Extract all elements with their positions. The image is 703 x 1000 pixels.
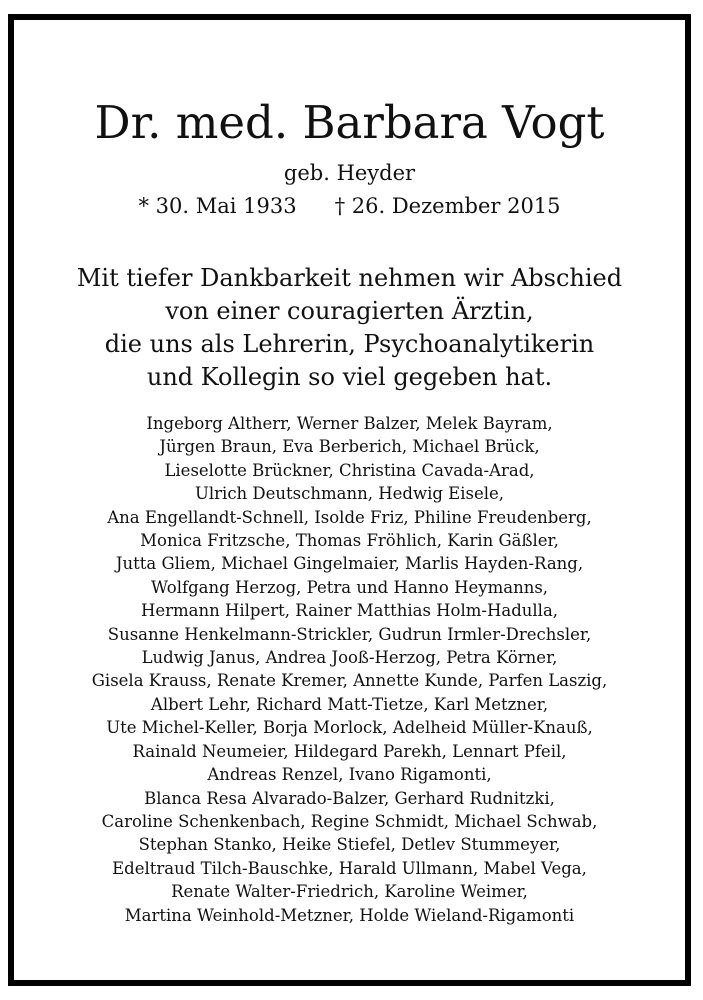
signer-line: Jürgen Braun, Eva Berberich, Michael Brück, [159,437,540,457]
message-line: und Kollegin so viel gegeben hat. [146,363,553,391]
signer-line: Stephan Stanko, Heike Stiefel, Detlev Stummeyer, [138,835,561,855]
message-line: Mit tiefer Dankbarkeit nehmen wir Abschied [76,264,623,292]
signer-line: Susanne Henkelmann-Strickler, Gudrun Irmler-Drechsler, [107,624,592,644]
signer-line: Monica Fritzsche, Thomas Fröhlich, Karin Gäßler, [140,531,559,551]
signer-line: Renate Walter-Friedrich, Karoline Weimer, [171,882,528,902]
signer-line: Edeltraud Tilch-Bauschke, Harald Ullmann, Mabel Vega, [112,858,587,878]
signer-line: Ute Michel-Keller, Borja Morlock, Adelheid Müller-Knauß, [106,718,593,738]
signers-list [14,412,685,927]
birth-name: geb. Heyder [283,161,416,185]
signer-line: Blanca Resa Alvarado-Balzer, Gerhard Rudnitzki, [144,788,555,808]
deceased-name: Dr. med. Barbara Vogt [94,96,605,149]
signer-line: Ulrich Deutschmann, Hedwig Eisele, [194,484,505,504]
notice-frame [8,14,691,986]
signer-line: Ludwig Janus, Andrea Jooß-Herzog, Petra Körner, [141,648,558,668]
signer-line: Martina Weinhold-Metzner, Holde Wieland-Rigamonti [124,905,575,925]
signer-line: Lieselotte Brückner, Christina Cavada-Arad, [164,460,535,480]
life-dates [14,192,685,220]
signer-line: Andreas Renzel, Ivano Rigamonti, [207,765,492,785]
birth-date: * 30. Mai 1933 [138,194,297,218]
message-line: die uns als Lehrerin, Psychoanalytikerin [104,330,595,358]
signer-line: Albert Lehr, Richard Matt-Tietze, Karl Metzner, [150,694,549,714]
signer-line: Hermann Hilpert, Rainer Matthias Holm-Hadulla, [140,601,559,621]
farewell-message [14,262,685,394]
signer-line: Jutta Gliem, Michael Gingelmaier, Marlis Hayden-Rang, [115,554,584,574]
signer-line: Gisela Krauss, Renate Kremer, Annette Kunde, Parfen Laszig, [91,671,608,691]
signer-line: Caroline Schenkenbach, Regine Schmidt, Michael Schwab, [101,811,598,831]
death-date: † 26. Dezember 2015 [334,194,561,218]
signer-line: Ingeborg Altherr, Werner Balzer, Melek Bayram, [146,414,553,433]
message-line: von einer couragierten Ärztin, [165,297,534,325]
signer-line: Wolfgang Herzog, Petra und Hanno Heymanns, [150,577,549,597]
signer-line: Ana Engellandt-Schnell, Isolde Friz, Philine Freudenberg, [107,507,592,527]
signer-line: Rainald Neumeier, Hildegard Parekh, Lennart Pfeil, [132,741,567,761]
